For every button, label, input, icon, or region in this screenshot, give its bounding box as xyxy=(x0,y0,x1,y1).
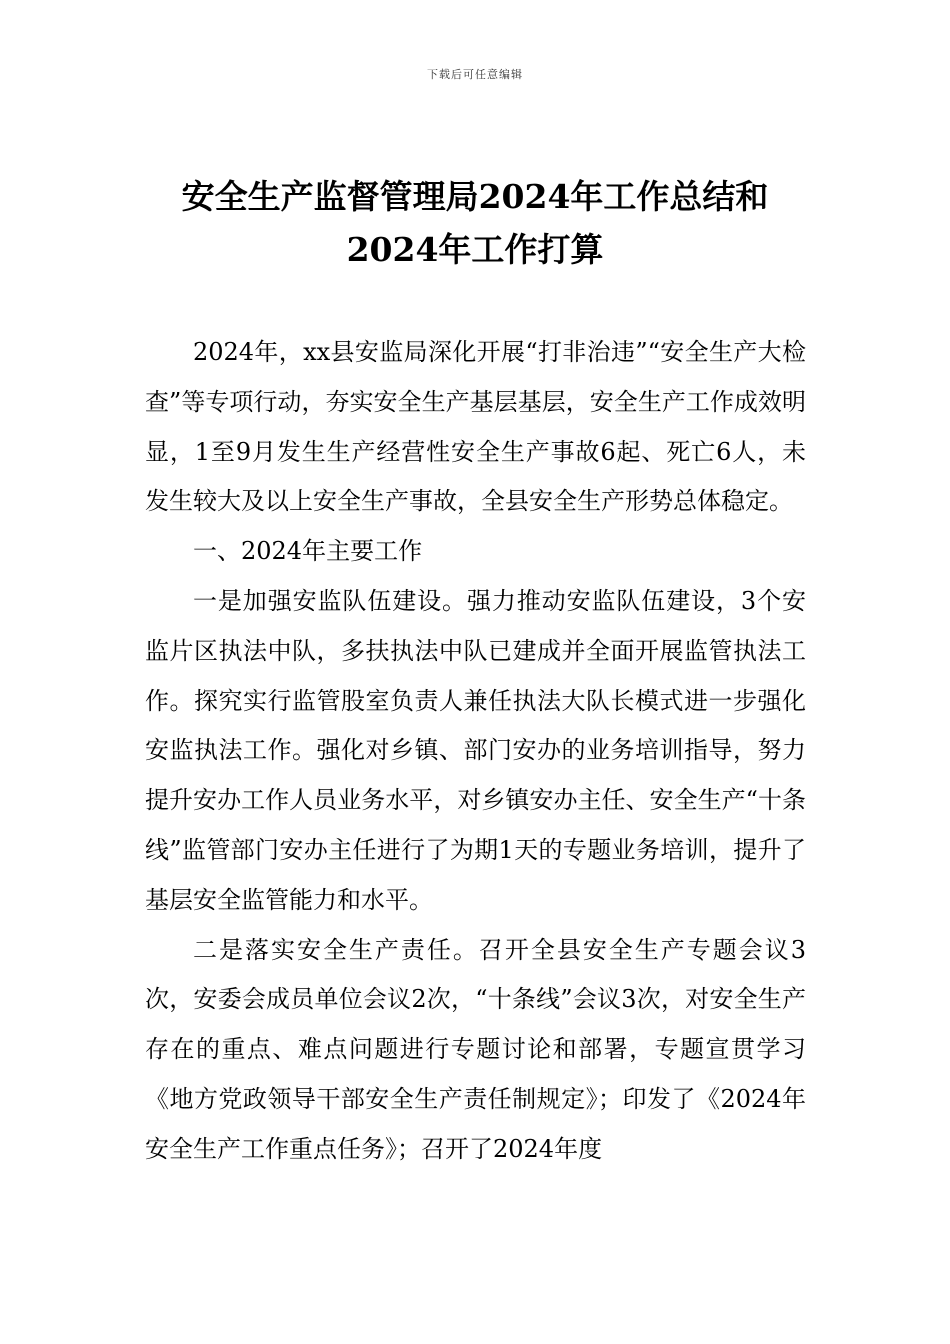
document-title xyxy=(120,170,830,276)
title-line-2: 2024年工作打算 xyxy=(346,230,604,269)
paragraph-intro: 2024年，xx县安监局深化开展“打非治违”“安全生产大检查”等专项行动，夯实安全生产基层基层，安全生产工作成效明显，1至9月发生生产经营性安全生产事故6起、死亡6人，未发生较大及以上安全生产事故，全县安全生产形势总体稳定。 xyxy=(145,338,806,516)
title-line-1: 安全生产监督管理局2024年工作总结和 xyxy=(181,177,769,216)
paragraph-team-building: 一是加强安监队伍建设。强力推动安监队伍建设，3个安监片区执法中队，多扶执法中队已建成并全面开展监管执法工作。探究实行监管股室负责人兼任执法大队长模式进一步强化安监执法工作。强化对乡镇、部门安办的业务培训指导，努力提升安办工作人员业务水平，对乡镇安办主任、安全生产“十条线”监管部门安办主任进行了为期1天的专题业务培训，提升了基层安全监管能力和水平。 xyxy=(145,586,806,914)
section-heading: 一、2024年主要工作 xyxy=(193,537,423,566)
paragraph-responsibility: 二是落实安全生产责任。召开全县安全生产专题会议3次，安委会成员单位会议2次，“十条线”会议3次，对安全生产存在的重点、难点问题进行专题讨论和部署，专题宣贯学习《地方党政领导干部安全生产责任制规定》；印发了《2024年安全生产工作重点任务》；召开了2024年度 xyxy=(145,935,806,1163)
header-note: 下载后可任意编辑 xyxy=(427,68,523,81)
document-body xyxy=(145,328,806,1175)
